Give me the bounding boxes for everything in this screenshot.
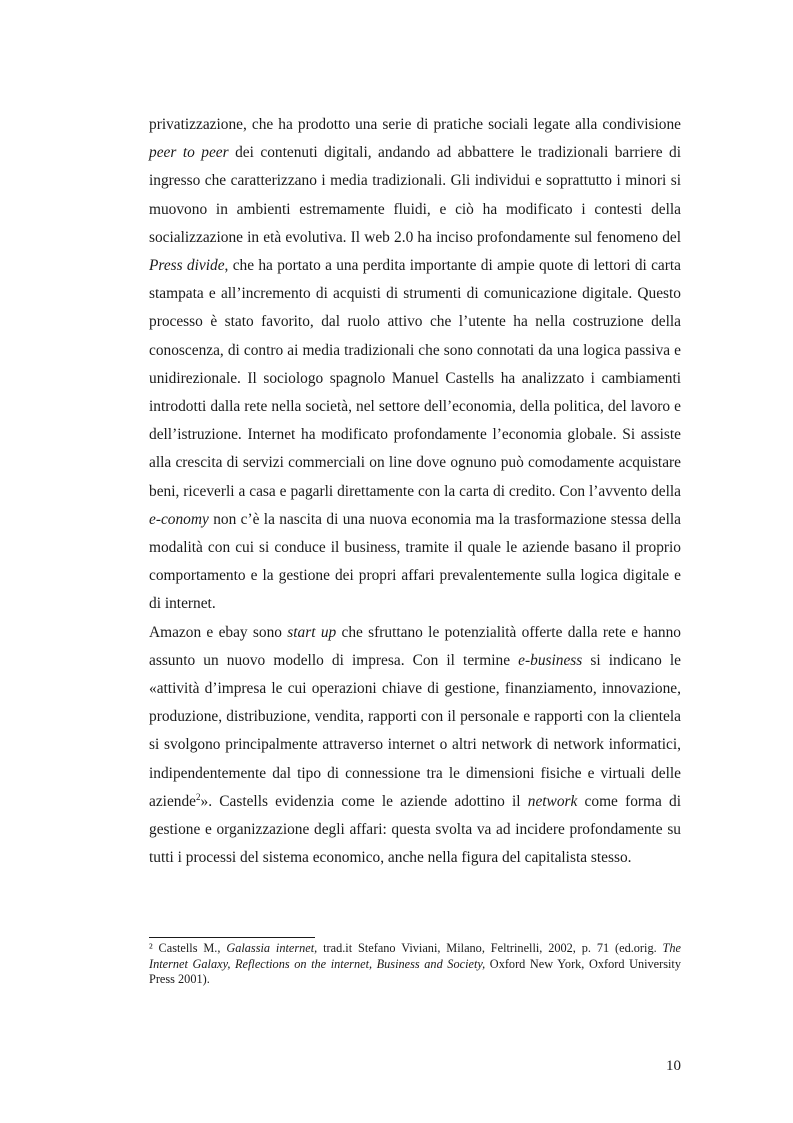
footnote-2	[149, 941, 681, 988]
body-text	[149, 111, 681, 872]
text-run: ». Castells evidenzia come le aziende adottino il	[200, 792, 528, 810]
italic-text: The Internet Galaxy, Reflections on the internet, Business and Society,	[149, 941, 681, 971]
text-run: Oxford New York, Oxford University Press 2001).	[149, 956, 681, 986]
text-run: che sfruttano le potenzialità offerte dalla rete e hanno assunto un nuovo modello di impresa. Con il termine	[149, 623, 681, 669]
text-run: si indicano le «attività d’impresa le cui operazioni chiave di gestione, finanziamento, innovazione, produzione, distribuzione, vendita, rapporti con il personale e rapporti con la clientela si svolgono principalmente attraverso internet o altri network di network informatici, indipendentemente dal tipo di connessione tra le dimensioni fisiche e virtuali delle aziende	[149, 651, 681, 810]
italic-text: network	[527, 792, 578, 810]
italic-text: start up	[287, 623, 337, 641]
text-run: non c’è la nascita di una nuova economia ma la trasformazione stessa della modalità con cui si conduce il business, tramite il quale le aziende basano il proprio comportamento e la gestione dei propri affari prevalentemente sulla logica digitale e di internet.	[149, 510, 681, 613]
footnote-reference: 2	[196, 791, 201, 802]
text-run: ² Castells M.,	[149, 941, 227, 955]
text-run: trad.it Stefano Viviani, Milano, Feltrinelli, 2002, p. 71 (ed.orig.	[317, 941, 663, 955]
text-run: , che ha portato a una perdita importante di ampie quote di lettori di carta stampata e all’incremento di acquisti di strumenti di comunicazione digitale. Questo processo è stato favorito, dal ruolo attivo che l’utente ha nella costruzione della conoscenza, di contro ai media tradizionali che sono connotati da una logica passiva e unidirezionale. Il sociologo spagnolo Manuel Castells ha analizzato i cambiamenti introdotti dalla rete nella società, nel settore dell’economia, della politica, del lavoro e dell’istruzione. Internet ha modificato profondamente l’economia globale. Si assiste alla crescita di servizi commerciali on line dove ognuno può comodamente acquistare beni, riceverli a casa e pagarli direttamente con la carta di credito. Con l’avvento della	[149, 257, 681, 500]
text-run: dei contenuti digitali, andando ad abbattere le tradizionali barriere di ingresso che caratterizzano i media tradizionali. Gli individui e soprattutto i minori si muovono in ambienti estremamente fluidi, e ciò ha modificato i contesti della socializzazione in età evolutiva. Il web 2.0 ha inciso profondamente sul fenomeno del	[149, 144, 681, 246]
text-run: Amazon e ebay sono	[149, 623, 288, 641]
text-run: come forma di gestione e organizzazione degli affari: questa svolta va ad incidere profondamente su tutti i processi del sistema economico, anche nella figura del capitalista stesso.	[149, 792, 681, 867]
page-number: 10	[666, 1058, 681, 1074]
paragraph-2	[149, 619, 681, 873]
text-run: privatizzazione, che ha prodotto una serie di pratiche sociali legate alla condivisione	[149, 116, 681, 133]
paragraph-1	[149, 111, 681, 619]
footnote-separator	[149, 937, 315, 938]
italic-text: e-business	[518, 651, 583, 669]
italic-text: e-conomy	[149, 510, 209, 528]
italic-text: Press divide	[149, 257, 225, 275]
italic-text: peer to peer	[149, 144, 229, 162]
italic-text: Galassia internet,	[226, 941, 318, 955]
